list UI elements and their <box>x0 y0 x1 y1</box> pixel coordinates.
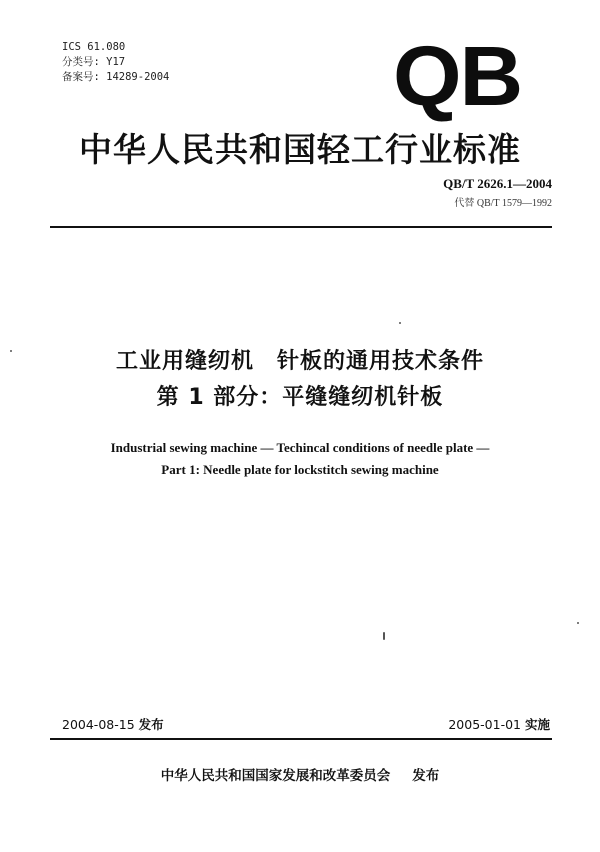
effective-date-block <box>448 715 550 733</box>
english-title-line-1: Industrial sewing machine — Techincal conditions of needle plate — <box>110 440 490 455</box>
standard-category-title: 中华人民共和国轻工行业标准 <box>79 130 521 169</box>
chinese-title-line-1: 工业用缝纫机 针板的通用技术条件 <box>115 349 484 374</box>
bottom-divider <box>50 738 552 740</box>
effective-label: 实施 <box>524 717 550 732</box>
ics-code: ICS 61.080 <box>62 41 126 53</box>
scan-speck <box>577 622 579 624</box>
english-title-line-2: Part 1: Needle plate for lockstitch sewing machine <box>161 462 439 477</box>
publish-label: 发布 <box>138 717 164 732</box>
record-number: 备案号: 14289-2004 <box>62 71 170 83</box>
scan-speck <box>10 350 12 352</box>
replaces-standard: 代替 QB/T 1579—1992 <box>454 198 552 209</box>
scan-speck <box>399 322 401 324</box>
top-divider <box>50 226 552 228</box>
issuer-line <box>0 764 600 784</box>
issuer-action: 发布 <box>412 768 440 784</box>
standard-number: QB/T 2626.1—2004 <box>443 176 552 191</box>
qb-logo: QB <box>392 29 522 123</box>
publish-date-block <box>62 715 164 733</box>
scan-speck <box>383 632 385 640</box>
classification-number: 分类号: Y17 <box>62 56 126 68</box>
effective-date: 2005-01-01 <box>448 717 521 732</box>
chinese-title-line-2: 第 1 部分：平缝缝纫机针板 <box>156 385 444 410</box>
issuer-name: 中华人民共和国国家发展和改革委员会 <box>160 768 391 784</box>
publish-date: 2004-08-15 <box>62 717 135 732</box>
